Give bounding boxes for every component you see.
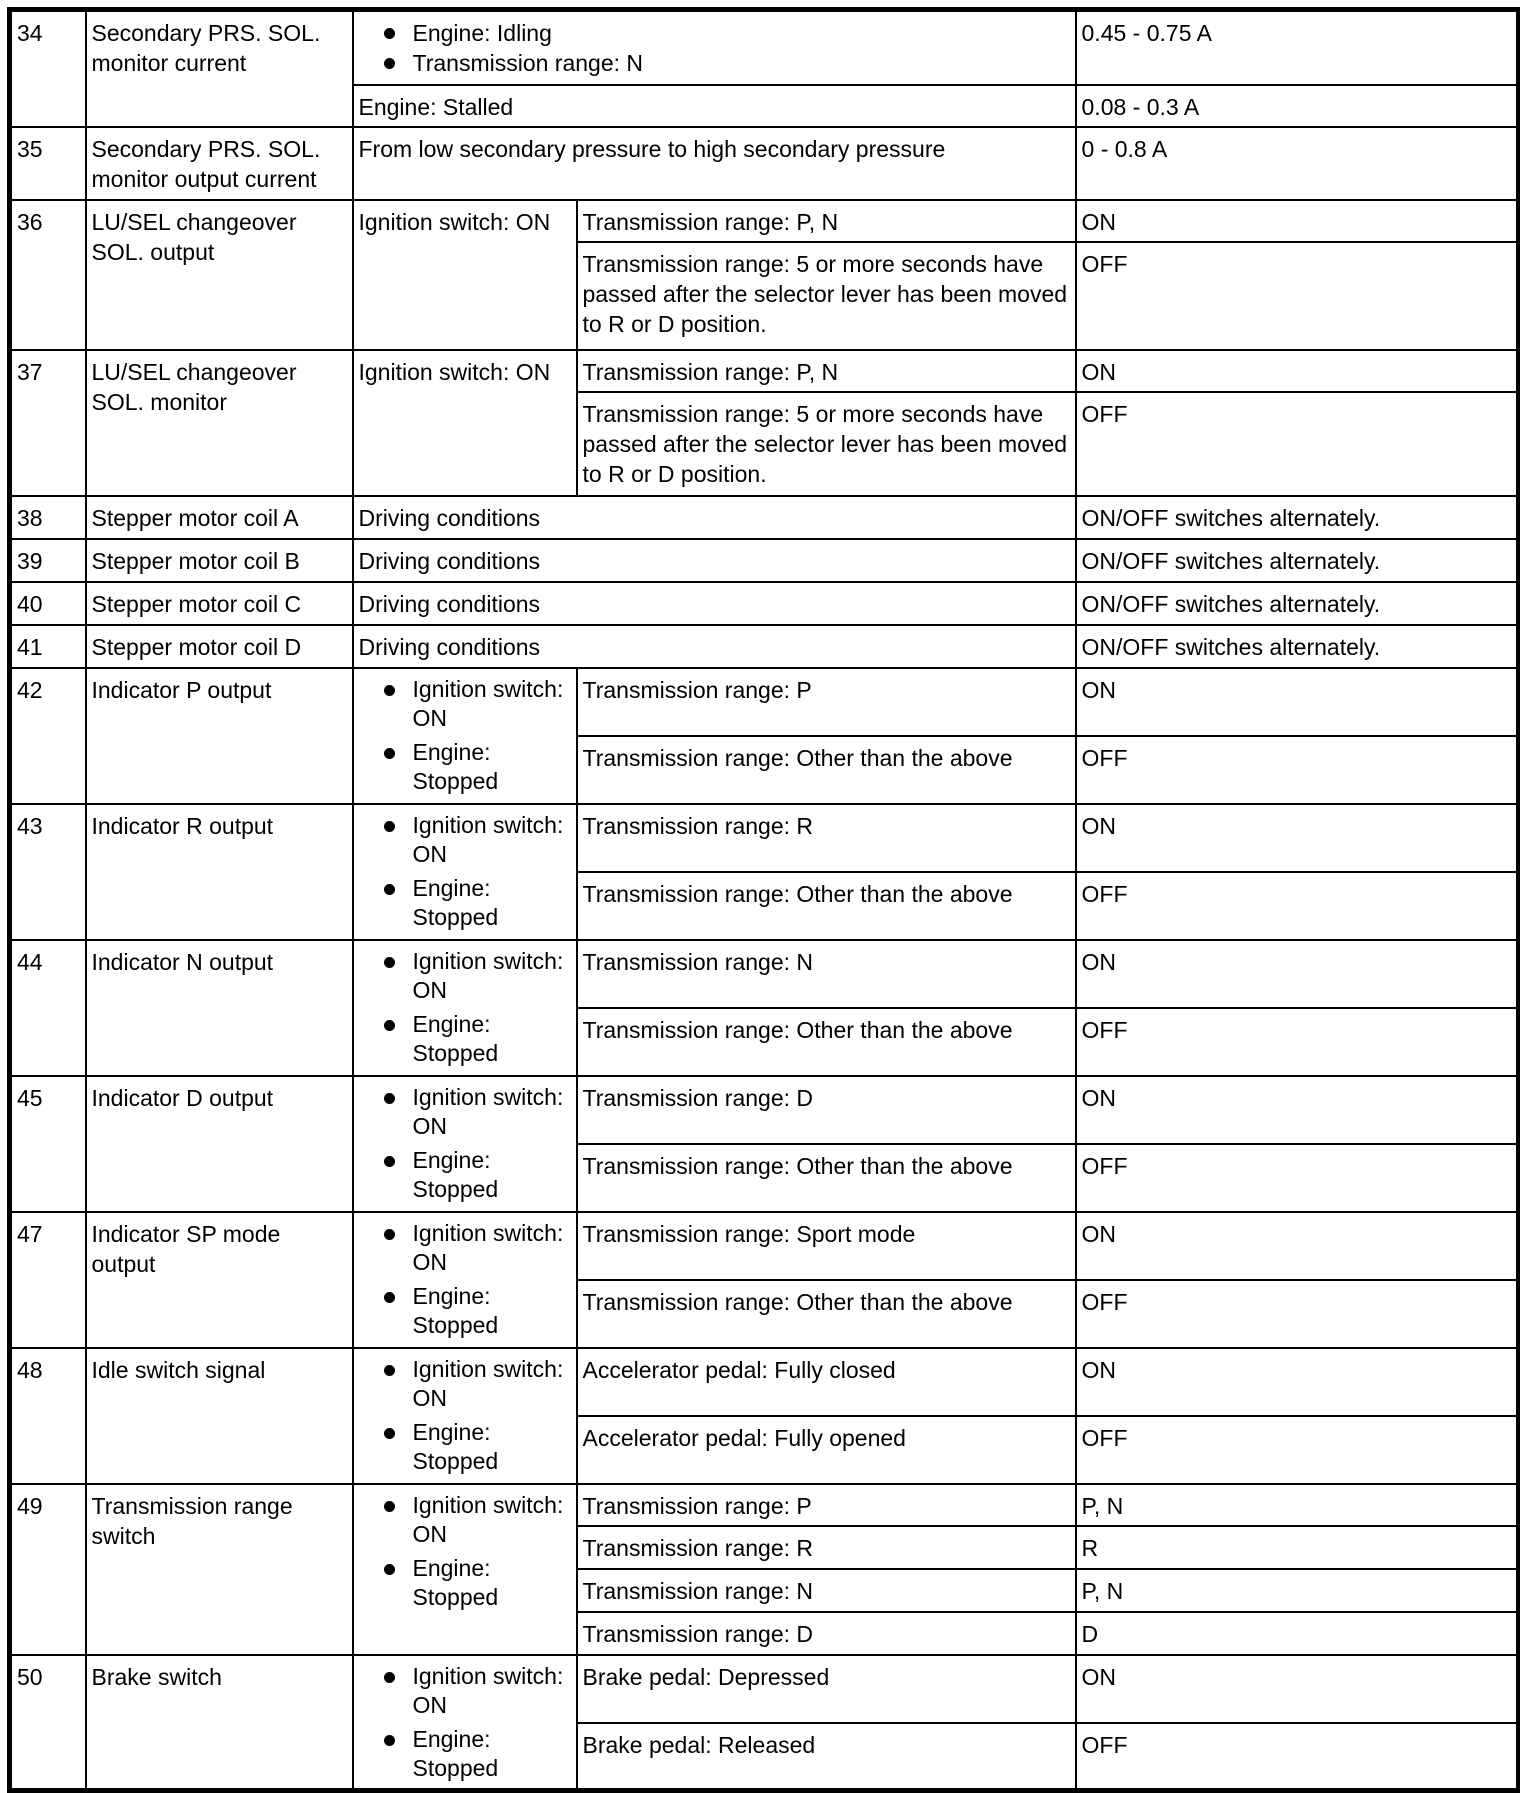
value-cell: R <box>1076 1526 1519 1569</box>
state-condition: Accelerator pedal: Fully closed <box>577 1348 1076 1416</box>
list-item: Ignition switch: ON <box>413 1219 571 1277</box>
value-cell: ON <box>1076 804 1519 872</box>
item-name: LU/SEL changeover SOL. monitor <box>86 350 353 496</box>
list-item: Engine: Stopped <box>413 1725 571 1783</box>
list-item: Ignition switch: ON <box>413 811 571 869</box>
value-cell: 0.08 - 0.3 A <box>1076 85 1519 127</box>
condition-list <box>359 811 571 932</box>
state-condition: Transmission range: 5 or more seconds have passed after the selector lever has been moved to R or D position. <box>577 392 1076 496</box>
table-row <box>10 582 1519 625</box>
condition-cell <box>353 668 577 804</box>
condition-cell <box>353 1484 577 1655</box>
list-item: Ignition switch: ON <box>413 947 571 1005</box>
state-condition: Transmission range: R <box>577 1526 1076 1569</box>
condition-cell: Driving conditions <box>353 496 1076 539</box>
value-cell: ON/OFF switches alternately. <box>1076 496 1519 539</box>
terminal-number: 40 <box>10 582 86 625</box>
monitor-item-table <box>7 7 1520 1793</box>
condition-list <box>359 1355 571 1476</box>
condition-list <box>359 1083 571 1204</box>
value-cell: ON <box>1076 350 1519 392</box>
item-name: Secondary PRS. SOL. monitor current <box>86 10 353 127</box>
table-row <box>10 350 1519 392</box>
item-name: Idle switch signal <box>86 1348 353 1484</box>
terminal-number: 45 <box>10 1076 86 1212</box>
item-name: Indicator P output <box>86 668 353 804</box>
condition-list <box>359 947 571 1068</box>
list-item: Ignition switch: ON <box>413 1662 571 1720</box>
state-condition: Transmission range: N <box>577 940 1076 1008</box>
state-condition: Transmission range: Other than the above <box>577 1008 1076 1076</box>
table-row <box>10 1484 1519 1526</box>
terminal-number: 48 <box>10 1348 86 1484</box>
item-name: Indicator N output <box>86 940 353 1076</box>
state-condition: Accelerator pedal: Fully opened <box>577 1416 1076 1484</box>
state-condition: Transmission range: R <box>577 804 1076 872</box>
condition-cell: Engine: Stalled <box>353 85 1076 127</box>
value-cell: 0 - 0.8 A <box>1076 127 1519 200</box>
item-name: Indicator SP mode output <box>86 1212 353 1348</box>
item-name: Stepper motor coil B <box>86 539 353 582</box>
state-condition: Transmission range: P <box>577 668 1076 736</box>
value-cell: OFF <box>1076 1723 1519 1791</box>
value-cell: OFF <box>1076 872 1519 940</box>
state-condition: Brake pedal: Depressed <box>577 1655 1076 1723</box>
state-condition: Transmission range: P, N <box>577 350 1076 392</box>
item-name: Stepper motor coil A <box>86 496 353 539</box>
list-item: Ignition switch: ON <box>413 675 571 733</box>
list-item: Engine: Stopped <box>413 1010 571 1068</box>
list-item: Engine: Stopped <box>413 1282 571 1340</box>
state-condition: Transmission range: Other than the above <box>577 872 1076 940</box>
table-row <box>10 1076 1519 1144</box>
terminal-number: 36 <box>10 200 86 350</box>
value-cell: ON <box>1076 940 1519 1008</box>
value-cell: 0.45 - 0.75 A <box>1076 10 1519 85</box>
table-row <box>10 539 1519 582</box>
value-cell: D <box>1076 1612 1519 1655</box>
item-name: Stepper motor coil C <box>86 582 353 625</box>
list-item: Transmission range: N <box>413 48 1070 78</box>
state-condition: Transmission range: D <box>577 1612 1076 1655</box>
value-cell: ON <box>1076 1212 1519 1280</box>
terminal-number: 34 <box>10 10 86 127</box>
value-cell: OFF <box>1076 1008 1519 1076</box>
value-cell: ON <box>1076 1348 1519 1416</box>
table-row <box>10 1348 1519 1416</box>
list-item: Engine: Stopped <box>413 1418 571 1476</box>
terminal-number: 49 <box>10 1484 86 1655</box>
table-row <box>10 940 1519 1008</box>
state-condition: Transmission range: Sport mode <box>577 1212 1076 1280</box>
condition-cell: Ignition switch: ON <box>353 200 577 350</box>
item-name: LU/SEL changeover SOL. output <box>86 200 353 350</box>
table-row <box>10 804 1519 872</box>
terminal-number: 47 <box>10 1212 86 1348</box>
condition-cell <box>353 804 577 940</box>
state-condition: Transmission range: N <box>577 1569 1076 1612</box>
condition-cell <box>353 1348 577 1484</box>
table-row <box>10 1655 1519 1723</box>
table-row <box>10 1212 1519 1280</box>
condition-cell <box>353 1655 577 1791</box>
value-cell: ON <box>1076 200 1519 242</box>
state-condition: Transmission range: P, N <box>577 200 1076 242</box>
value-cell: OFF <box>1076 736 1519 804</box>
list-item: Engine: Stopped <box>413 738 571 796</box>
value-cell: ON <box>1076 1655 1519 1723</box>
condition-cell <box>353 940 577 1076</box>
value-cell: OFF <box>1076 1280 1519 1348</box>
value-cell: OFF <box>1076 392 1519 496</box>
condition-cell <box>353 1076 577 1212</box>
list-item: Ignition switch: ON <box>413 1355 571 1413</box>
list-item: Engine: Stopped <box>413 1554 571 1612</box>
terminal-number: 42 <box>10 668 86 804</box>
value-cell: ON/OFF switches alternately. <box>1076 625 1519 668</box>
condition-list <box>359 1491 571 1612</box>
item-name: Transmission range switch <box>86 1484 353 1655</box>
state-condition: Brake pedal: Released <box>577 1723 1076 1791</box>
item-name: Indicator R output <box>86 804 353 940</box>
table-row <box>10 668 1519 736</box>
terminal-number: 43 <box>10 804 86 940</box>
condition-list <box>359 18 1070 78</box>
list-item: Engine: Idling <box>413 18 1070 48</box>
table-row <box>10 625 1519 668</box>
terminal-number: 38 <box>10 496 86 539</box>
list-item: Engine: Stopped <box>413 1146 571 1204</box>
state-condition: Transmission range: P <box>577 1484 1076 1526</box>
condition-cell <box>353 1212 577 1348</box>
table-row <box>10 200 1519 242</box>
terminal-number: 50 <box>10 1655 86 1791</box>
terminal-number: 44 <box>10 940 86 1076</box>
value-cell: OFF <box>1076 242 1519 350</box>
table-row <box>10 10 1519 85</box>
list-item: Ignition switch: ON <box>413 1083 571 1141</box>
condition-cell: Ignition switch: ON <box>353 350 577 496</box>
state-condition: Transmission range: D <box>577 1076 1076 1144</box>
terminal-number: 41 <box>10 625 86 668</box>
terminal-number: 37 <box>10 350 86 496</box>
condition-cell <box>353 10 1076 85</box>
state-condition: Transmission range: Other than the above <box>577 736 1076 804</box>
condition-cell: Driving conditions <box>353 539 1076 582</box>
state-condition: Transmission range: Other than the above <box>577 1144 1076 1212</box>
value-cell: ON <box>1076 668 1519 736</box>
list-item: Ignition switch: ON <box>413 1491 571 1549</box>
item-name: Secondary PRS. SOL. monitor output current <box>86 127 353 200</box>
condition-list <box>359 1662 571 1783</box>
value-cell: P, N <box>1076 1484 1519 1526</box>
state-condition: Transmission range: Other than the above <box>577 1280 1076 1348</box>
terminal-number: 39 <box>10 539 86 582</box>
value-cell: OFF <box>1076 1416 1519 1484</box>
item-name: Brake switch <box>86 1655 353 1791</box>
state-condition: Transmission range: 5 or more seconds have passed after the selector lever has been moved to R or D position. <box>577 242 1076 350</box>
condition-cell: From low secondary pressure to high secondary pressure <box>353 127 1076 200</box>
condition-cell: Driving conditions <box>353 625 1076 668</box>
item-name: Indicator D output <box>86 1076 353 1212</box>
value-cell: ON/OFF switches alternately. <box>1076 539 1519 582</box>
condition-list <box>359 675 571 796</box>
list-item: Engine: Stopped <box>413 874 571 932</box>
terminal-number: 35 <box>10 127 86 200</box>
value-cell: ON/OFF switches alternately. <box>1076 582 1519 625</box>
table-row <box>10 496 1519 539</box>
condition-list <box>359 1219 571 1340</box>
table-row <box>10 127 1519 200</box>
condition-cell: Driving conditions <box>353 582 1076 625</box>
item-name: Stepper motor coil D <box>86 625 353 668</box>
value-cell: P, N <box>1076 1569 1519 1612</box>
value-cell: ON <box>1076 1076 1519 1144</box>
value-cell: OFF <box>1076 1144 1519 1212</box>
